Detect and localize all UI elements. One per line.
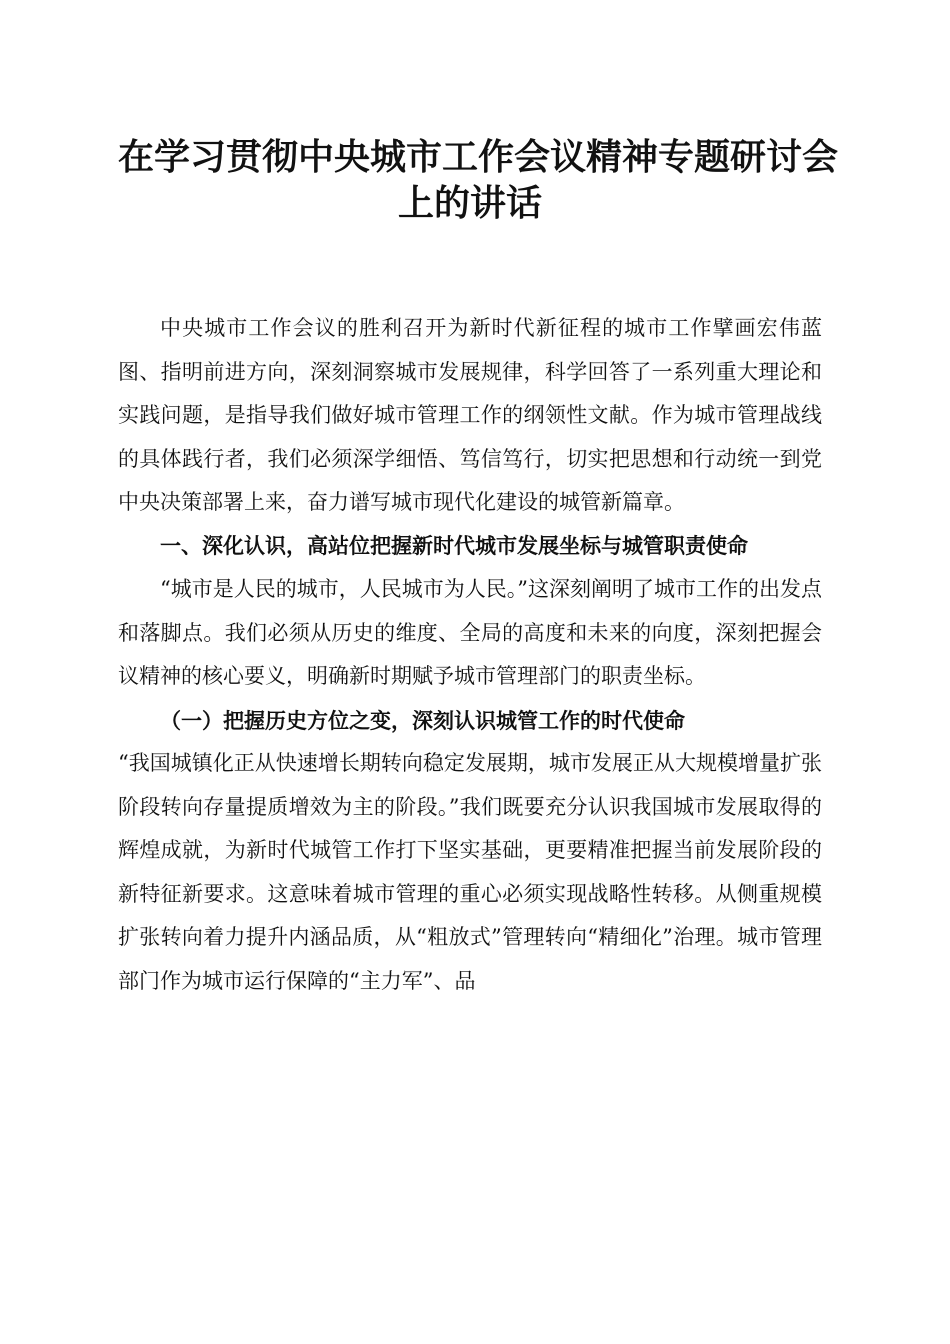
title-line-2: 上的讲话 [397, 182, 542, 224]
section-1-paragraph: “城市是人民的城市，人民城市为人民。”这深刻阐明了城市工作的出发点和落脚点。我们必须从历史的维度、全局的高度和未来的向度，深刻把握会议精神的核心要义，明确新时期赋予城市管理部门的职责坐标。 [118, 577, 822, 688]
document-body [118, 307, 822, 1003]
intro-paragraph: 中央城市工作会议的胜利召开为新时代新征程的城市工作擘画宏伟蓝图、指明前进方向，深刻洞察城市发展规律，科学回答了一系列重大理论和实践问题，是指导我们做好城市管理工作的纲领性文献。作为城市管理战线的具体践行者，我们必须深学细悟、笃信笃行，切实把思想和行动统一到党中央决策部署上来，奋力谱写城市现代化建设的城管新篇章。 [118, 316, 822, 514]
document-page [118, 134, 839, 1003]
title-line-1: 在学习贯彻中央城市工作会议精神专题研讨会 [118, 136, 839, 178]
subsection-1-heading: （一）把握历史方位之变，深刻认识城管工作的时代使命 [160, 707, 685, 733]
document-title [118, 134, 839, 226]
section-1-heading: 一、深化认识，高站位把握新时代城市发展坐标与城管职责使命 [160, 533, 748, 558]
subsection-1-paragraph: “我国城镇化正从快速增长期转向稳定发展期，城市发展正从大规模增量扩张阶段转向存量提质增效为主的阶段。”我们既要充分认识我国城市发展取得的辉煌成就，为新时代城管工作打下坚实基础，更要精准把握当前发展阶段的新特征新要求。这意味着城市管理的重心必须实现战略性转移。从侧重规模扩张转向着力提升内涵品质，从“粗放式”管理转向“精细化”治理。城市管理部门作为城市运行保障的“主力军”、品 [118, 751, 822, 993]
